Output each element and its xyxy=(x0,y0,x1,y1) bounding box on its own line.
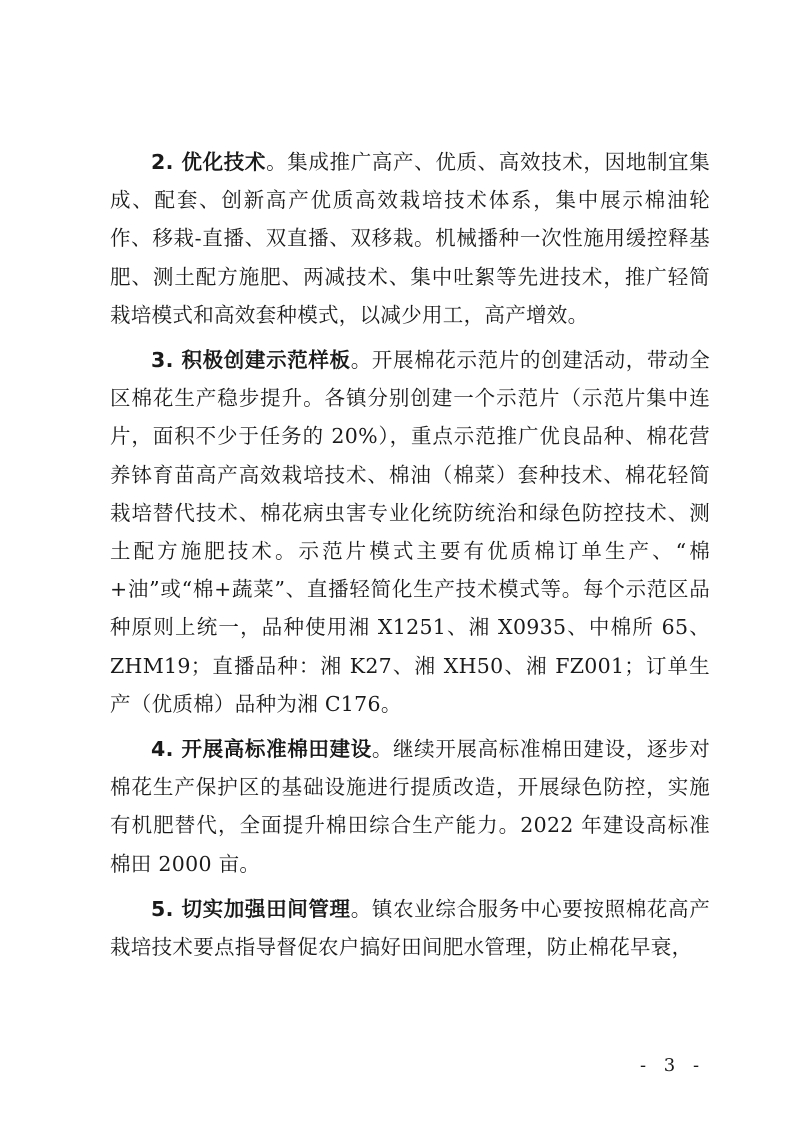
paragraph-heading: 2. 优化技术 xyxy=(151,150,267,174)
body-text xyxy=(110,143,710,973)
paragraph-body: 。继续开展高标准棉田建设，逐步对棉花生产保护区的基础设施进行提质改造，开展绿色防控，实施有机肥替代，全面提升棉田综合生产能力。2022 年建设高标准棉田 2000 亩。 xyxy=(110,737,710,876)
paragraph-body: 。镇农业综合服务中心要按照棉花高产栽培技术要点指导督促农户搞好田间肥水管理，防止棉花早衰， xyxy=(110,896,710,960)
paragraph-optimize-technology xyxy=(110,143,710,334)
paragraph-body: 。集成推广高产、优质、高效技术，因地制宜集成、配套、创新高产优质高效栽培技术体系，集中展示棉油轮作、移栽-直播、双直播、双移栽。机械播种一次性施用缓控释基肥、测土配方施肥、两减技术、集中吐絮等先进技术，推广轻简栽培模式和高效套种模式，以减少用工，高产增效。 xyxy=(110,150,710,327)
paragraph-body: 。开展棉花示范片的创建活动，带动全区棉花生产稳步提升。各镇分别创建一个示范片（示范片集中连片，面积不少于任务的 20%），重点示范推广优良品种、棉花营养钵育苗高产高效栽培技术、棉油（棉菜）套种技术、棉花轻简栽培替代技术、棉花病虫害专业化统防统治和绿色防控技术、测土配方施肥技术。示范片模式主要有优质棉订单生产、“棉+油”或“棉+蔬菜”、直播轻简化生产技术模式等。每个示范区品种原则上统一，品种使用湘 X1251、湘 X0935、中棉所 65、ZHM19；直播品种：湘 K27、湘 XH50、湘 FZ001；订单生产（优质棉）品种为湘 C176。 xyxy=(110,348,710,716)
paragraph-heading: 3. 积极创建示范样板 xyxy=(151,348,351,373)
paragraph-demonstration-model xyxy=(110,341,710,723)
paragraph-heading: 4. 开展高标准棉田建设 xyxy=(151,737,372,762)
page-number: - 3 - xyxy=(640,1055,706,1076)
paragraph-field-management xyxy=(110,890,710,966)
paragraph-high-standard-field xyxy=(110,730,710,883)
paragraph-heading: 5. 切实加强田间管理 xyxy=(151,896,351,921)
